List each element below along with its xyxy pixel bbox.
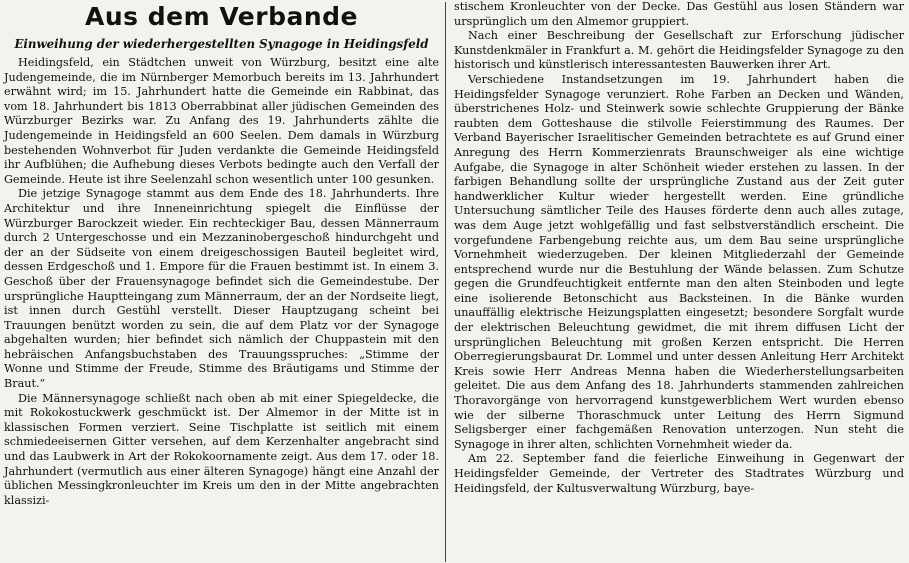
article-paragraph: Nach einer Beschreibung der Gesellschaft zur Erforschung jüdischer Kunstdenkmäler in Frankfurt a. M. gehört die Heidingsfelder Synagoge zu den historisch und künstlerisch interessantesten Bauwerken ihrer Art. [454,29,904,72]
article-paragraph: Die Männersynagoge schließt nach oben ab mit einer Spiegeldecke, die mit Rokokostuckwerk geschmückt ist. Der Almemor in der Mitte ist in klassischen Formen verziert. Seine Tischplatte ist seitlich mit einem schmiedeeisernen Gitter versehen, auf dem Kerzenhalter angebracht sind und das Laubwerk in Art der Rokokoornamente zeigt. Aus dem 17. oder 18. Jahrhundert (vermutlich aus einer älteren Synagoge) hängt eine Anzahl der üblichen Messingkronleuchter im Kreis um den in der Mitte angebrachten klassizi- [4,391,439,507]
article-paragraph: Verschiedene Instandsetzungen im 19. Jahrhundert haben die Heidingsfelder Synagoge verunziert. Rohe Farben an Decken und Wänden, überstrichenes Holz- und Steinwerk sowie schlechte Gruppierung der Bänke raubten dem Gotteshause die stilvolle Feierstimmung des Raumes. Der Verband Bayerischer Israelitischer Gemeinden betrachtete es auf Grund einer Anregung des Herrn Kommerzienrats Braunschweiger als eine wichtige Aufgabe, die Synagoge in alter Schönheit wieder erstehen zu lassen. In der farbigen Behandlung sollte der ursprüngliche Zustand aus der Zeit guter handwerklicher Kultur wieder hergestellt werden. Eine gründliche Untersuchung sämtlicher Teile des Hauses förderte denn auch alles zutage, was dem Auge jetzt wohlgefällig und fast selbstverständlich erscheint. Die vorgefundene Farbengebung reichte aus, um dem Bau seine ursprüngliche Vornehmheit wiederzugeben. Der kleinen Mitgliederzahl der Gemeinde entsprechend wurde nur die Bestuhlung der Wände belassen. Zum Schutze gegen die Grundfeuchtigkeit entfernte man den alten Steinboden und legte eine isolierende Betonschicht aus Backsteinen. In die Bänke wurden unauffällig elektrische Heizungsplatten eingesetzt; besondere Sorgfalt wurde der elektrischen Beleuchtung gewidmet, die mit ihrem diffusen Licht der ursprünglichen Beleuchtung mit großen Kerzen entspricht. Die Herren Oberregierungsbaurat Dr. Lommel und unter dessen Anleitung Herr Architekt Kreis sowie Herr Andreas Menna haben die Wiederherstellungsarbeiten geleitet. Die aus dem Anfang des 18. Jahrhunderts stammenden zahlreichen Thoravorgänge von hervorragend kunstgewerblichem Wert wurden ebenso wie der silberne Thoraschmuck unter Leitung des Herrn Sigmund Seligsberger einer fachgemäßen Renovation unterzogen. Nun steht die Synagoge in ihrer alten, schlichten Vornehmheit wieder da. [454,72,904,451]
column-divider [445,2,446,562]
article-paragraph-continued: stischem Kronleuchter von der Decke. Das Gestühl aus losen Ständern war ursprünglich um den Almemor gruppiert. [454,0,904,28]
article-paragraph: Am 22. September fand die feierliche Einweihung in Gegenwart der Heidingsfelder Gemeinde, der Vertreter des Stadtrates Würzburg und Heidingsfeld, der Kultusverwaltung Würzburg, baye- [454,452,904,495]
left-column [4,0,439,508]
right-column [454,0,904,496]
section-headline: Aus dem Verbande [84,2,358,31]
article-subheadline: Einweihung der wiederhergestellten Synagoge in Heidingsfeld [14,37,429,51]
article-paragraph: Heidingsfeld, ein Städtchen unweit von Würzburg, besitzt eine alte Judengemeinde, die im Nürnberger Memorbuch bereits im 13. Jahrhundert erwähnt wird; im 15. Jahrhundert hatte die Gemeinde ein Rabbinat, das vom 18. Jahrhundert bis 1813 Oberrabbinat aller jüdischen Gemeinden des Würzburger Bezirks war. Zu Anfang des 19. Jahrhunderts zählte die Judengemeinde in Heidingsfeld an 600 Seelen. Dem damals in Würzburg bestehenden Wohnverbot für Juden verdankte die Gemeinde Heidingsfeld ihr Aufblühen; die Aufhebung dieses Verbots bedingte auch den Verfall der Gemeinde. Heute ist ihre Seelenzahl schon wesentlich unter 100 gesunken. [4,56,439,186]
article-paragraph: Die jetzige Synagoge stammt aus dem Ende des 18. Jahrhunderts. Ihre Architektur und ihre Inneneinrichtung spiegelt die Einflüsse der Würzburger Barockzeit wieder. Ein rechteckiger Bau, dessen Männerraum durch 2 Untergeschosse und ein Mezzaninobergeschoß hindurchgeht und der an der Südseite von einem dreigeschossigen Bauteil begleitet wird, dessen Erdgeschoß und 1. Empore für die Frauen bestimmt ist. In einem 3. Geschoß über der Frauensynagoge befindet sich die Gemeindestube. Der ursprüngliche Hauptteingang zum Männerraum, der an der Nordseite liegt, ist innen durch Gestühl verstellt. Dieser Hauptzugang scheint bei Trauungen benützt worden zu sein, die auf dem Platz vor der Synagoge abgehalten wurden; hier befindet sich nämlich der Chuppastein mit den hebräischen Anfangsbuchstaben des Trauungsspruches: „Stimme der Wonne und Stimme der Freude, Stimme des Bräutigams und Stimme der Braut.“ [4,187,439,391]
